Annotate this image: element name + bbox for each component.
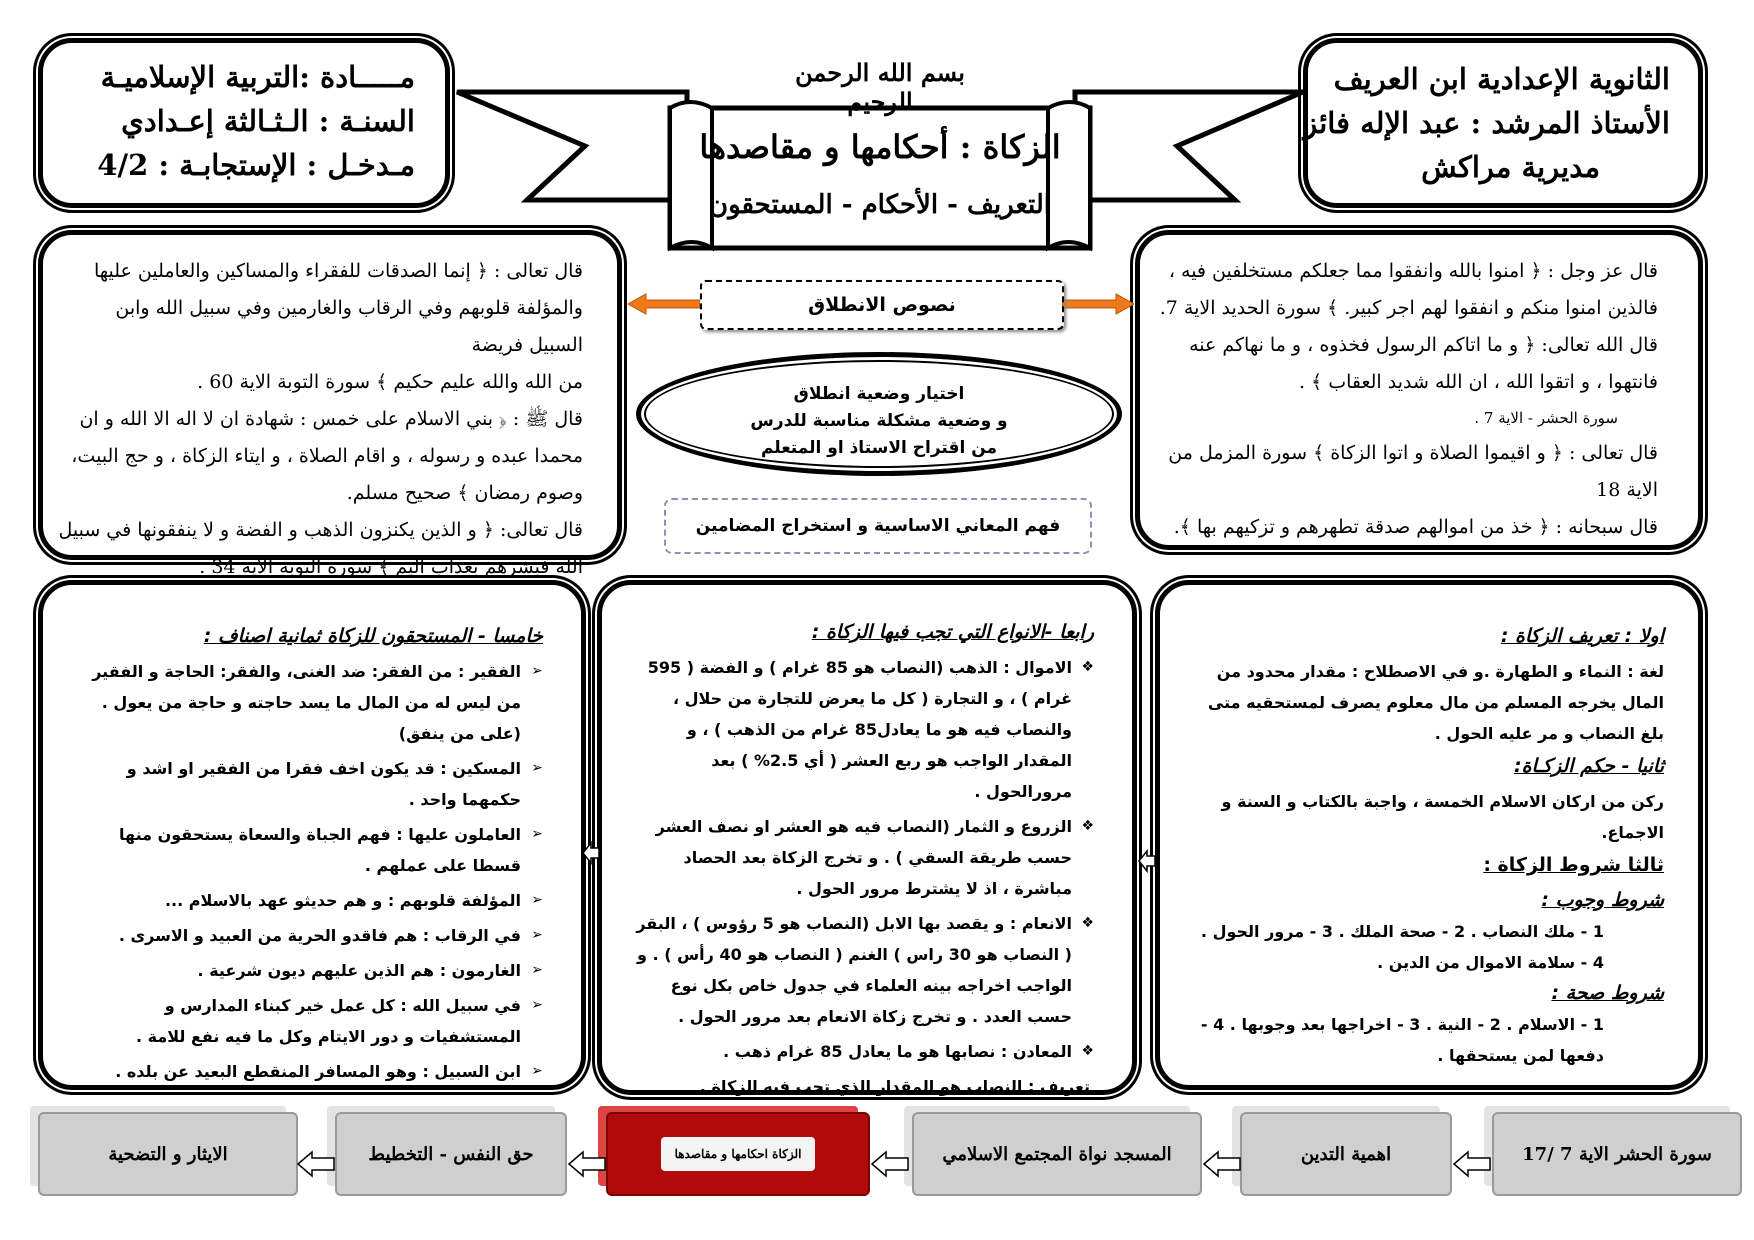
- flow-step[interactable]: الايثار و التضحية: [38, 1112, 298, 1196]
- nisab-definition: تعريف : النصاب هو المقدار الذي تجب فيه الزكاة .: [699, 1077, 1090, 1096]
- situation-line: من اقتراح الاستاذ او المتعلم: [760, 438, 998, 458]
- situation-line: و وضعية مشكلة مناسبة للدرس: [750, 411, 1008, 431]
- lesson-title: الزكاة : أحكامها و مقاصدها: [699, 128, 1061, 166]
- types-list: [628, 652, 1094, 1067]
- teacher-name: الأستاذ المرشد : عبد الإله فائز: [1303, 106, 1670, 140]
- text-line: وصوم رمضان ﴾ صحيح مسلم.: [346, 482, 583, 504]
- list-item: ➢ في سبيل الله : كل عمل خير كبناء المدارس و المستشفيات و دور الايتام وكل ما فيه نفع للامة .: [69, 990, 521, 1052]
- connector-left-icon: [582, 840, 600, 866]
- list-item: ➢ العاملون عليها : فهم الجباة والسعاة يستحقون منها قسطا على عملهم .: [69, 819, 521, 881]
- left-orange-arrow: [628, 292, 700, 316]
- list-item: ➢ في الرقاب : هم فاقدو الحرية من العبيد و الاسرى .: [69, 920, 521, 951]
- flow-arrow-icon: [1452, 1150, 1492, 1178]
- text-line: والمؤلفة قلوبهم وفي الرقاب والغارمين وفي سبيل الله وابن السبيل فريضة: [115, 297, 583, 356]
- list-item: ➢ ابن السبيل : وهو المسافر المنقطع البعيد عن بلده .: [69, 1056, 521, 1087]
- flow-arrow-icon: [296, 1150, 336, 1178]
- flow-arrow-icon: [567, 1150, 607, 1178]
- flow-step-current-label: الزكاة احكامها و مقاصدها: [661, 1137, 816, 1171]
- starting-texts-label: نصوص الانطلاق: [700, 280, 1064, 330]
- text-line: قال ﷺ : ﴿ بني الاسلام على خمس : شهادة ان لا اله الا الله و ان: [79, 408, 583, 430]
- understanding-label: فهم المعاني الاساسية و استخراج المضامين: [664, 498, 1092, 554]
- subheading: شروط صحة :: [1551, 982, 1664, 1004]
- flow-arrow-icon: [870, 1150, 910, 1178]
- list-item: ❖ المعادن : نصابها هو ما يعادل 85 غرام ذهب .: [628, 1036, 1072, 1067]
- recipients-list: [69, 656, 543, 1087]
- text-line: قال عز وجل : ﴿ امنوا بالله وانفقوا مما جعلكم مستخلفين فيه ،: [1168, 260, 1658, 282]
- flow-step-current[interactable]: [606, 1112, 870, 1196]
- text-line: قال الله تعالى: ﴿ و ما اتاكم الرسول فخذوه ، و ما نهاكم عنه: [1189, 334, 1658, 356]
- text-line: من الله والله عليم حكيم ﴾ سورة التوبة الاية 60 .: [197, 371, 583, 393]
- text-line: قال تعالى: ﴿ و الذين يكنزون الذهب و الفضة و لا ينفقونها في سبيل: [58, 519, 583, 541]
- zakat-types-box: [597, 580, 1137, 1095]
- list-item: ❖ الاموال : الذهب (النصاب هو 85 غرام ) و الفضة ( 595 غرام ) ، و التجارة ( كل ما يعرض للتجارة من حلال ، والنصاب فيه هو ما يعادل85 غرام من الذهب ) ، و المقدار الواجب هو ربع العشر ( أي 2.5% ) بعد مرورالحول .: [628, 652, 1072, 807]
- text-line: فالذين امنوا منكم و انفقوا لهم اجر كبير. ﴾ سورة الحديد الاية 7.: [1159, 297, 1658, 319]
- texts-right-box: [1135, 230, 1703, 550]
- list-item: ➢ المسكين : قد يكون اخف فقرا من الفقير او اشد و حكمهما واحد .: [69, 753, 521, 815]
- text-line: محمدا عبده و رسوله ، و اقام الصلاة ، و ايتاء الزكاة ، و حج البيت،: [71, 445, 583, 467]
- flow-arrow-icon: [1202, 1150, 1242, 1178]
- situation-line: اختيار وضعية انطلاق: [793, 384, 965, 404]
- flow-step[interactable]: المسجد نواة المجتمع الاسلامي: [912, 1112, 1202, 1196]
- subheading: شروط وجوب :: [1541, 889, 1664, 911]
- right-orange-arrow: [1062, 292, 1134, 316]
- list-item: ➢ الفقير : من الفقر: ضد الغنى، والفقر: الحاجة و الفقير من ليس له من المال ما يسد حاجته و حاجة من يعول . (على من ينفق): [69, 656, 521, 749]
- subject-info-box: [38, 38, 450, 208]
- definition-text: لغة : النماء و الطهارة .و في الاصطلاح : مقدار محدود من المال يخرجه المسلم من مال معلوم يصرف لمستحقيه متى بلغ النصاب و مر عليه الحول .: [1207, 662, 1664, 743]
- validity-conditions: 1 - الاسلام . 2 - النية . 3 - اخراجها بعد وجوبها . 4 - دفعها لمن يستحقها .: [1200, 1015, 1604, 1065]
- entry-label: مـدخـل : الإستجابـة : 4/2: [97, 148, 415, 182]
- directorate: مديرية مراكش: [1421, 150, 1600, 184]
- basmala: بسم الله الرحمن الرحيم: [795, 58, 965, 116]
- flow-step[interactable]: سورة الحشر الاية 7 /17: [1492, 1112, 1742, 1196]
- text-line: قال تعالى : ﴿ و اقيموا الصلاة و اتوا الزكاة ﴾ سورة المزمل من الاية 18: [1168, 442, 1658, 501]
- connector-right-icon: [1138, 848, 1156, 874]
- year-label: السنـة : الـثـالثة إعـدادي: [121, 104, 415, 138]
- text-line: سورة الحشر - الاية 7 .: [1474, 409, 1618, 427]
- section-heading: خامسا - المستحقون للزكاة ثمانية اصناف :: [203, 625, 543, 647]
- list-item: ❖ الزروع و الثمار (النصاب فيه هو العشر او نصف العشر حسب طريقة السقي ) . و تخرج الزكاة بعد الحصاد مباشرة ، اذ لا يشترط مرور الحول .: [628, 811, 1072, 904]
- section-heading: ثالثا شروط الزكاة :: [1483, 854, 1664, 876]
- section-heading: رابعا -الانواع التي تجب فيها الزكاة :: [811, 621, 1094, 643]
- school-name: الثانوية الإعدادية ابن العريف: [1333, 62, 1670, 96]
- lesson-subtitle: التعريف - الأحكام - المستحقون: [709, 190, 1051, 220]
- text-line: فانتهوا ، و اتقوا الله ، ان الله شديد العقاب ﴾ .: [1298, 371, 1658, 393]
- flow-step[interactable]: اهمية التدين: [1240, 1112, 1452, 1196]
- recipients-box: [38, 580, 586, 1090]
- texts-left-box: [38, 230, 622, 578]
- obligation-conditions: 1 - ملك النصاب . 2 - صحة الملك . 3 - مرور الحول . 4 - سلامة الاموال من الدين .: [1200, 922, 1604, 972]
- list-item: ❖ الانعام : و يقصد بها الابل (النصاب هو 5 رؤوس ) ، البقر ( النصاب هو 30 راس ) الغنم ( النصاب هو 40 رأس ) . و الواجب اخراجه بينه العلماء في جدول خاص بكل نوع حسب العدد . و تخرج زكاة الانعام بعد مرور الحول .: [628, 908, 1072, 1032]
- definition-box: [1155, 580, 1703, 1090]
- text-line: قال تعالى : ﴿ إنما الصدقات للفقراء والمساكين والعاملين عليها: [93, 260, 583, 282]
- subject-label: مـــــادة :التربية الإسلاميـة: [100, 60, 415, 94]
- flow-step[interactable]: حق النفس - التخطيط: [335, 1112, 567, 1196]
- situation-ellipse: [636, 352, 1122, 476]
- list-item: ➢ المؤلفة قلوبهم : و هم حديثو عهد بالاسلام ...: [69, 885, 521, 916]
- list-item: ➢ الغارمون : هم الذين عليهم ديون شرعية .: [69, 955, 521, 986]
- text-line: الله فبشرهم بعذاب اليم ﴾ سورة التوبة الاية 34 .: [199, 556, 583, 578]
- school-info-box: [1303, 38, 1703, 208]
- ruling-text: ركن من اركان الاسلام الخمسة ، واجبة بالكتاب و السنة و الاجماع.: [1221, 792, 1664, 842]
- section-heading: اولا : تعريف الزكاة :: [1500, 625, 1664, 647]
- section-heading: ثانيا - حكم الزكـاة:: [1513, 755, 1664, 777]
- text-line: قال سبحانه : ﴿ خذ من اموالهم صدقة تطهرهم و تزكيهم بها ﴾.: [1173, 516, 1658, 538]
